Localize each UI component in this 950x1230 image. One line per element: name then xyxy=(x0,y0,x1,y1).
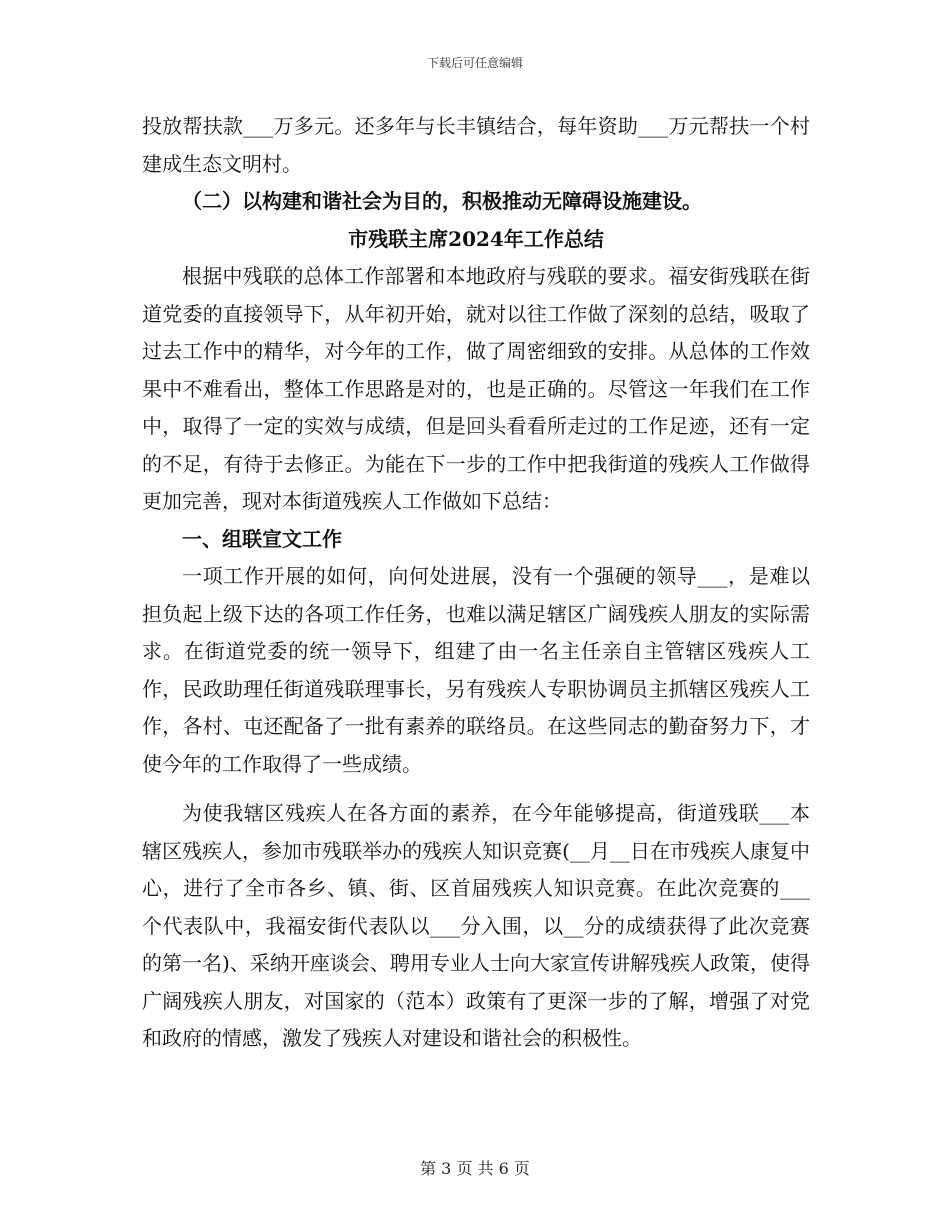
section-heading: 一、组联宣文工作 xyxy=(182,526,342,551)
continued-paragraph: 投放帮扶款___万多元。还多年与长丰镇结合，每年资助___万元帮扶一个村建成生态文明村。 xyxy=(142,114,810,176)
page-number: 第 3 页 共 6 页 xyxy=(420,1159,530,1178)
document-title: 市残联主席2024年工作总结 xyxy=(348,226,604,251)
document-body xyxy=(142,108,810,1058)
intro-paragraph: 根据中残联的总体工作部署和本地政府与残联的要求。福安街残联在街道党委的直接领导下，从年初开始，就对以往工作做了深刻的总结，吸取了过去工作中的精华，对今年的工作，做了周密细致的安排。从总体的工作效果中不难看出，整体工作思路是对的，也是正确的。尽管这一年我们在工作中，取得了一定的实效与成绩，但是回头看看所走过的工作足迹，还有一定的不足，有待于去修正。为能在下一步的工作中把我街道的残疾人工作做得更加完善，现对本街道残疾人工作做如下总结： xyxy=(142,264,810,513)
subheading: （二）以构建和谐社会为目的，积极推动无障碍设施建设。 xyxy=(182,189,702,213)
page-header: 下载后可任意编辑 xyxy=(426,56,523,70)
section-paragraph-2: 为使我辖区残疾人在各方面的素养，在今年能够提高，街道残联___本辖区残疾人，参加市残联举办的残疾人知识竞赛(__月__日在市残疾人康复中心，进行了全市各乡、镇、街、区首届残疾人知识竞赛。在此次竞赛的___个代表队中，我福安街代表队以___分入围，以__分的成绩获得了此次竞赛的第一名)、采纳开座谈会、聘用专业人士向大家宣传讲解残疾人政策，使得广阔残疾人朋友，对国家的（范本）政策有了更深一步的了解，增强了对党和政府的情感，激发了残疾人对建设和谐社会的积极性。 xyxy=(142,801,810,1050)
section-paragraph-1: 一项工作开展的如何，向何处进展，没有一个强硬的领导___，是难以担负起上级下达的各项工作任务，也难以满足辖区广阔残疾人朋友的实际需求。在街道党委的统一领导下，组建了由一名主任亲自主管辖区残疾人工作，民政助理任街道残联理事长，另有残疾人专职协调员主抓辖区残疾人工作，各村、屯还配备了一批有素养的联络员。在这些同志的勤奋努力下，才使今年的工作取得了一些成绩。 xyxy=(142,564,810,776)
